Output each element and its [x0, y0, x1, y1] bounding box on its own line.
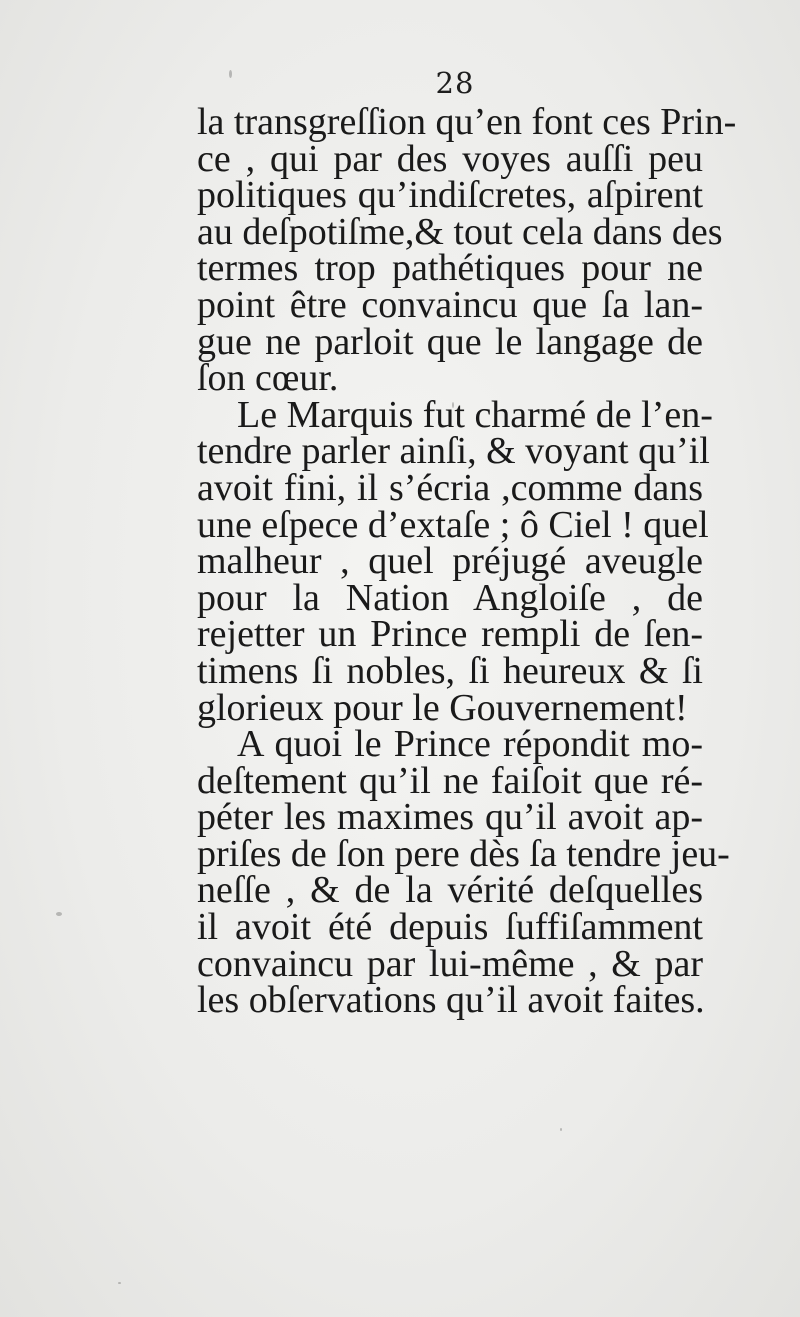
text-line: ce , qui par des voyes auſſi peu: [197, 137, 703, 180]
text-line: point être convaincu que ſa lan-: [197, 283, 703, 326]
text-line: avoit fini, il s’écria ,comme dans: [197, 466, 703, 509]
text-line: priſes de ſon pere dès ſa tendre jeu-: [197, 832, 730, 875]
paper-speck: [560, 1128, 562, 1131]
text-line: politiques qu’indiſcretes, aſpirent: [197, 174, 703, 217]
text-line: tendre parler ainſi, & voyant qu’il: [197, 430, 710, 473]
text-line: Le Marquis fut charmé de l’en-: [237, 393, 713, 436]
text-line: une eſpece d’extaſe ; ô Ciel ! quel: [197, 503, 709, 546]
text-line: pour la Nation Angloiſe , de: [197, 576, 703, 619]
page-number: 28: [435, 66, 475, 100]
text-line: convaincu par lui-même , & par: [197, 942, 703, 985]
text-line: termes trop pathétiques pour ne: [197, 247, 703, 290]
text-line: les obſervations qu’il avoit faites.: [197, 979, 705, 1022]
text-line: A quoi le Prince répondit mo-: [237, 723, 703, 766]
text-line: il avoit été depuis ſuffiſamment: [197, 906, 703, 949]
paper-speck: [118, 1282, 121, 1284]
text-line: timens ſi nobles, ſi heureux & ſi: [197, 649, 703, 692]
text-line: malheur , quel préjugé aveugle: [197, 540, 703, 583]
text-line: deſtement qu’il ne faiſoit que ré-: [197, 759, 703, 802]
paper-speck: [56, 912, 62, 916]
text-line: neſſe , & de la vérité deſquelles: [197, 869, 703, 912]
text-line: gue ne parloit que le langage de: [197, 320, 703, 363]
text-line: rejetter un Prince rempli de ſen-: [197, 613, 703, 656]
page-body-text: [197, 101, 737, 1022]
text-line: péter les maximes qu’il avoit ap-: [197, 796, 703, 839]
text-line: la transgreſſion qu’en font ces Prin-: [197, 101, 737, 143]
text-line: glorieux pour le Gouvernement!: [197, 686, 688, 729]
text-line: ſon cœur.: [197, 357, 339, 400]
text-line: au deſpotiſme,& tout cela dans des: [197, 210, 723, 253]
